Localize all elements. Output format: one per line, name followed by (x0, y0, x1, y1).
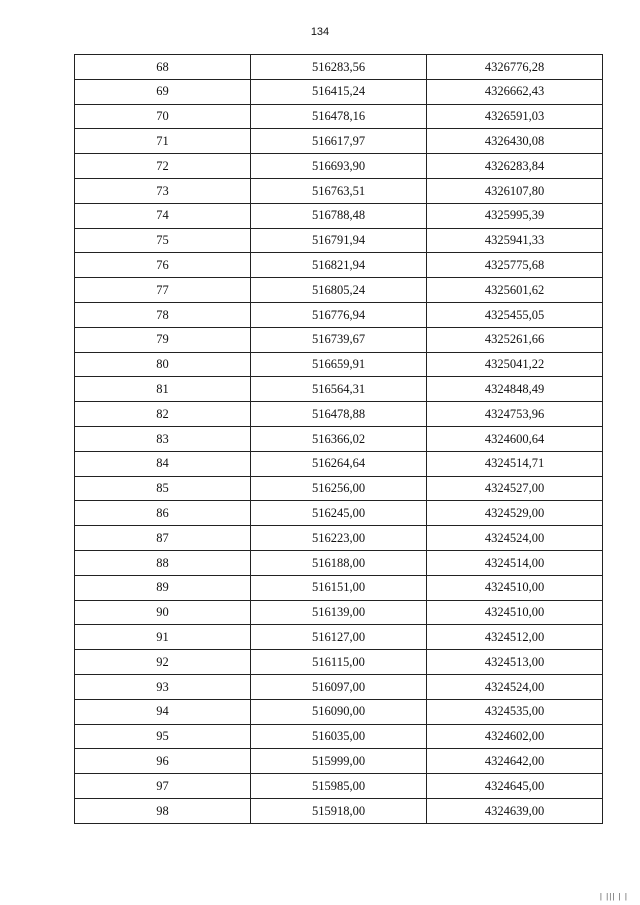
point-number-cell: 82 (75, 402, 251, 427)
point-number-cell: 71 (75, 129, 251, 154)
x-coordinate-cell: 516283,56 (251, 55, 427, 80)
point-number-cell: 93 (75, 674, 251, 699)
point-number-cell: 95 (75, 724, 251, 749)
y-coordinate-cell: 4325995,39 (427, 203, 603, 228)
y-coordinate-cell: 4324527,00 (427, 476, 603, 501)
table-row (75, 798, 603, 823)
table-row (75, 501, 603, 526)
table-row (75, 228, 603, 253)
table-row (75, 352, 603, 377)
point-number-cell: 89 (75, 575, 251, 600)
x-coordinate-cell: 516617,97 (251, 129, 427, 154)
y-coordinate-cell: 4324514,71 (427, 451, 603, 476)
y-coordinate-cell: 4324524,00 (427, 526, 603, 551)
table-row (75, 55, 603, 80)
point-number-cell: 98 (75, 798, 251, 823)
x-coordinate-cell: 516739,67 (251, 327, 427, 352)
y-coordinate-cell: 4324514,00 (427, 550, 603, 575)
table-row (75, 79, 603, 104)
x-coordinate-cell: 516264,64 (251, 451, 427, 476)
y-coordinate-cell: 4324513,00 (427, 650, 603, 675)
x-coordinate-cell: 516791,94 (251, 228, 427, 253)
y-coordinate-cell: 4326662,43 (427, 79, 603, 104)
x-coordinate-cell: 516415,24 (251, 79, 427, 104)
point-number-cell: 75 (75, 228, 251, 253)
table-row (75, 724, 603, 749)
table-row (75, 451, 603, 476)
page-number: 134 (310, 26, 330, 38)
point-number-cell: 81 (75, 377, 251, 402)
point-number-cell: 91 (75, 625, 251, 650)
point-number-cell: 76 (75, 253, 251, 278)
point-number-cell: 92 (75, 650, 251, 675)
table-row (75, 600, 603, 625)
y-coordinate-cell: 4324529,00 (427, 501, 603, 526)
y-coordinate-cell: 4325941,33 (427, 228, 603, 253)
y-coordinate-cell: 4326430,08 (427, 129, 603, 154)
table-row (75, 699, 603, 724)
table-row (75, 253, 603, 278)
table-row (75, 278, 603, 303)
x-coordinate-cell: 516223,00 (251, 526, 427, 551)
point-number-cell: 96 (75, 749, 251, 774)
x-coordinate-cell: 515985,00 (251, 774, 427, 799)
point-number-cell: 85 (75, 476, 251, 501)
x-coordinate-cell: 516805,24 (251, 278, 427, 303)
table-row (75, 550, 603, 575)
table-row (75, 178, 603, 203)
point-number-cell: 78 (75, 302, 251, 327)
table-row (75, 402, 603, 427)
x-coordinate-cell: 516035,00 (251, 724, 427, 749)
y-coordinate-cell: 4326776,28 (427, 55, 603, 80)
point-number-cell: 83 (75, 426, 251, 451)
point-number-cell: 74 (75, 203, 251, 228)
table-row (75, 650, 603, 675)
x-coordinate-cell: 516256,00 (251, 476, 427, 501)
point-number-cell: 72 (75, 154, 251, 179)
table-row (75, 154, 603, 179)
point-number-cell: 79 (75, 327, 251, 352)
x-coordinate-cell: 516478,16 (251, 104, 427, 129)
table-row (75, 129, 603, 154)
y-coordinate-cell: 4324602,00 (427, 724, 603, 749)
x-coordinate-cell: 516478,88 (251, 402, 427, 427)
y-coordinate-cell: 4325455,05 (427, 302, 603, 327)
y-coordinate-cell: 4324848,49 (427, 377, 603, 402)
x-coordinate-cell: 516090,00 (251, 699, 427, 724)
point-number-cell: 86 (75, 501, 251, 526)
table-row (75, 526, 603, 551)
x-coordinate-cell: 516659,91 (251, 352, 427, 377)
x-coordinate-cell: 516188,00 (251, 550, 427, 575)
table-row (75, 377, 603, 402)
x-coordinate-cell: 516763,51 (251, 178, 427, 203)
point-number-cell: 88 (75, 550, 251, 575)
x-coordinate-cell: 516139,00 (251, 600, 427, 625)
table-row (75, 476, 603, 501)
table-row (75, 327, 603, 352)
point-number-cell: 69 (75, 79, 251, 104)
scan-barcode-mark: | ||| | | (599, 892, 628, 901)
y-coordinate-cell: 4324512,00 (427, 625, 603, 650)
table-row (75, 774, 603, 799)
table-row (75, 575, 603, 600)
y-coordinate-cell: 4325775,68 (427, 253, 603, 278)
y-coordinate-cell: 4325601,62 (427, 278, 603, 303)
table-row (75, 426, 603, 451)
x-coordinate-cell: 516776,94 (251, 302, 427, 327)
x-coordinate-cell: 515999,00 (251, 749, 427, 774)
point-number-cell: 73 (75, 178, 251, 203)
x-coordinate-cell: 516693,90 (251, 154, 427, 179)
x-coordinate-cell: 516821,94 (251, 253, 427, 278)
y-coordinate-cell: 4324645,00 (427, 774, 603, 799)
point-number-cell: 68 (75, 55, 251, 80)
x-coordinate-cell: 516097,00 (251, 674, 427, 699)
point-number-cell: 77 (75, 278, 251, 303)
coordinates-table (74, 54, 603, 824)
y-coordinate-cell: 4325041,22 (427, 352, 603, 377)
point-number-cell: 94 (75, 699, 251, 724)
y-coordinate-cell: 4324535,00 (427, 699, 603, 724)
coordinates-table-body (75, 55, 603, 824)
x-coordinate-cell: 516366,02 (251, 426, 427, 451)
x-coordinate-cell: 516115,00 (251, 650, 427, 675)
x-coordinate-cell: 516127,00 (251, 625, 427, 650)
table-row (75, 625, 603, 650)
point-number-cell: 84 (75, 451, 251, 476)
point-number-cell: 87 (75, 526, 251, 551)
y-coordinate-cell: 4326591,03 (427, 104, 603, 129)
table-row (75, 302, 603, 327)
x-coordinate-cell: 515918,00 (251, 798, 427, 823)
x-coordinate-cell: 516564,31 (251, 377, 427, 402)
point-number-cell: 90 (75, 600, 251, 625)
table-row (75, 203, 603, 228)
y-coordinate-cell: 4324600,64 (427, 426, 603, 451)
y-coordinate-cell: 4324524,00 (427, 674, 603, 699)
y-coordinate-cell: 4324510,00 (427, 600, 603, 625)
y-coordinate-cell: 4324639,00 (427, 798, 603, 823)
table-row (75, 674, 603, 699)
table-row (75, 104, 603, 129)
y-coordinate-cell: 4324510,00 (427, 575, 603, 600)
x-coordinate-cell: 516788,48 (251, 203, 427, 228)
x-coordinate-cell: 516245,00 (251, 501, 427, 526)
y-coordinate-cell: 4326283,84 (427, 154, 603, 179)
point-number-cell: 97 (75, 774, 251, 799)
y-coordinate-cell: 4325261,66 (427, 327, 603, 352)
table-row (75, 749, 603, 774)
point-number-cell: 80 (75, 352, 251, 377)
y-coordinate-cell: 4326107,80 (427, 178, 603, 203)
x-coordinate-cell: 516151,00 (251, 575, 427, 600)
y-coordinate-cell: 4324753,96 (427, 402, 603, 427)
y-coordinate-cell: 4324642,00 (427, 749, 603, 774)
point-number-cell: 70 (75, 104, 251, 129)
